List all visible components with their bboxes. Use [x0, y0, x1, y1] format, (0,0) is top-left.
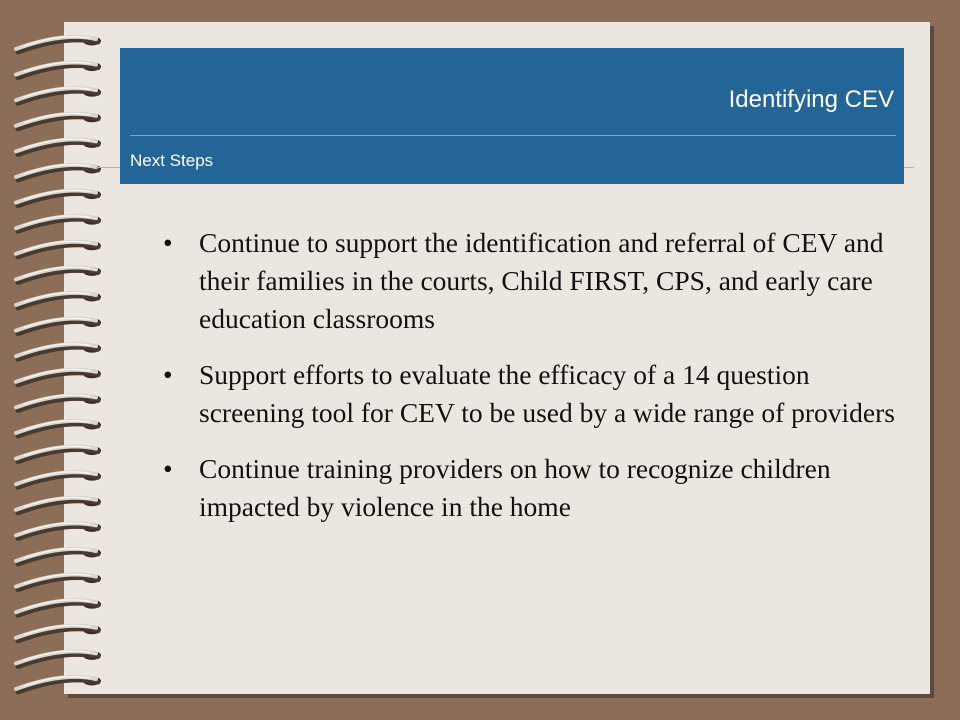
- spiral-binding-icon: [0, 0, 112, 720]
- spiral-ring-icon: [16, 369, 101, 385]
- bullet-item: [160, 356, 900, 432]
- header-divider: [130, 135, 896, 136]
- spiral-ring-icon: [16, 344, 101, 360]
- slide-header: [120, 48, 904, 184]
- spiral-ring-icon: [16, 497, 101, 513]
- spiral-ring-icon: [16, 113, 101, 129]
- spiral-ring-icon: [16, 267, 101, 283]
- spiral-ring-icon: [16, 37, 101, 53]
- spiral-ring-icon: [16, 472, 101, 488]
- spiral-ring-icon: [16, 446, 101, 462]
- bullet-item: [160, 450, 900, 526]
- bullet-marker: •: [163, 227, 173, 258]
- spiral-ring-icon: [16, 625, 101, 641]
- spiral-ring-icon: [16, 318, 101, 334]
- bullet-item: [160, 224, 900, 338]
- spiral-ring-icon: [16, 600, 101, 616]
- spiral-ring-icon: [16, 651, 101, 667]
- spiral-ring-icon: [16, 241, 101, 256]
- spiral-ring-icon: [16, 293, 101, 309]
- bullet-marker: •: [163, 453, 173, 484]
- spiral-ring-icon: [16, 62, 101, 78]
- spiral-ring-icon: [16, 139, 101, 155]
- spiral-ring-icon: [16, 549, 101, 565]
- spiral-ring-icon: [16, 88, 101, 104]
- spiral-ring-icon: [16, 421, 101, 437]
- spiral-ring-icon: [16, 190, 101, 206]
- slide-title: Identifying CEV: [728, 86, 894, 113]
- spiral-ring-icon: [16, 216, 101, 232]
- page-divider-left: [96, 167, 120, 168]
- page-divider-right: [904, 167, 914, 168]
- spiral-ring-icon: [16, 165, 101, 181]
- spiral-ring-icon: [16, 574, 101, 590]
- spiral-ring-icon: [16, 677, 101, 693]
- bullet-text: Continue training providers on how to recognize children impacted by violence in the home: [199, 453, 831, 522]
- bullet-list: [160, 224, 900, 544]
- bullet-text: Support efforts to evaluate the efficacy of a 14 question screening tool for CEV to be used by a wide range of providers: [199, 359, 895, 428]
- spiral-ring-icon: [16, 395, 101, 411]
- spiral-ring-icon: [16, 523, 101, 539]
- bullet-marker: •: [163, 359, 173, 390]
- slide-subtitle: Next Steps: [130, 151, 214, 170]
- bullet-text: Continue to support the identification and referral of CEV and their families in the courts, Child FIRST, CPS, and early care education classrooms: [199, 227, 884, 334]
